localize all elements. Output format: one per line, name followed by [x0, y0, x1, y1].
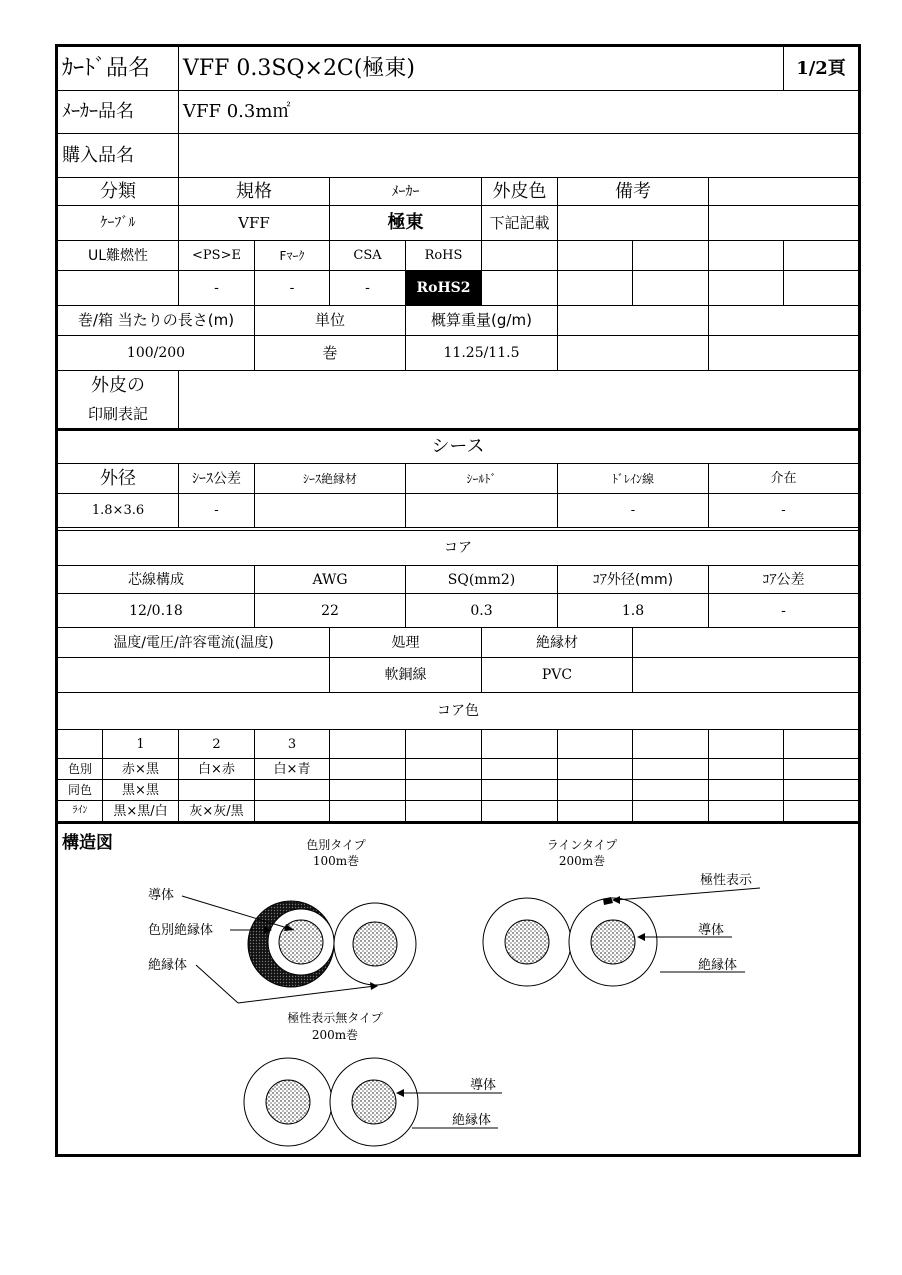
rule-h: [55, 527, 861, 528]
rohs-header: RoHS: [424, 248, 463, 263]
maker-name-value: VFF 0.3m㎡: [183, 101, 291, 122]
strand-value: 12/0.18: [129, 602, 183, 619]
purchase-name-label: 購入品名: [62, 144, 134, 166]
rule-v: [708, 729, 709, 821]
color-row-label: 色別: [67, 762, 92, 776]
pse-header: <PS>E: [192, 248, 241, 263]
ul-value: [58, 271, 178, 305]
rule-v: [481, 729, 482, 821]
core-number: 3: [287, 736, 297, 752]
remarks-value: [558, 206, 708, 240]
type3-name: 極性表示無タイプ: [287, 1011, 383, 1025]
shield-value: [406, 494, 557, 527]
label-conductor: 導体: [148, 888, 175, 903]
core-number: 1: [136, 736, 145, 752]
rule-v: [708, 305, 709, 370]
color-cell: 白×青: [273, 761, 311, 777]
f-mark-value: -: [289, 280, 295, 296]
rule-v: [557, 240, 558, 305]
rohs-badge: RoHS2: [406, 271, 481, 305]
rule-v: [708, 177, 709, 240]
no-polarity-type-cable: [244, 1058, 418, 1146]
sheath-tolerance-header: ｼｰｽ公差: [192, 470, 241, 487]
card-name-value: VFF 0.3SQ×2C(極東): [183, 55, 415, 81]
maker-name-label: ﾒｰｶｰ品名: [62, 101, 134, 122]
color-cell: 白×赤: [198, 761, 235, 777]
rule-v: [632, 627, 633, 692]
label-polarity: 極性表示: [700, 873, 753, 888]
sheath-color-value: 下記記載: [489, 213, 550, 232]
rule-v: [557, 305, 558, 370]
core-section-title: コア: [444, 540, 472, 556]
label-color-insulator: 色別絶縁体: [148, 923, 214, 938]
temp-voltage-header: 温度/電圧/許容電流(温度): [113, 634, 274, 651]
print-label-line1: 外皮の: [91, 375, 145, 396]
awg-value: 22: [321, 602, 339, 619]
color-cell: [255, 801, 329, 821]
outer-diameter-value: 1.8×3.6: [91, 503, 145, 518]
rule-v: [708, 240, 709, 305]
rule-v: [632, 240, 633, 305]
pse-value: -: [214, 280, 219, 296]
sheath-tolerance-value: -: [214, 503, 219, 518]
unit-header: 単位: [314, 311, 345, 329]
spec-header: 規格: [236, 180, 272, 202]
rule-bottom: [55, 1154, 861, 1157]
temp-voltage-value: [58, 658, 329, 692]
remarks-header: 備考: [615, 180, 651, 202]
label-insulator: 絶縁体: [452, 1113, 492, 1128]
type2-name: ラインタイプ: [546, 838, 618, 852]
type2-length: 200m巻: [558, 854, 606, 868]
class-header: 分類: [100, 180, 136, 202]
color-cell: 赤×黒: [122, 761, 159, 777]
color-row-label: 同色: [67, 783, 92, 797]
sq-header: SQ(mm2): [447, 571, 516, 588]
label-conductor: 導体: [470, 1078, 497, 1093]
maker-value: 極東: [387, 212, 424, 233]
class-value: ｹｰﾌﾞﾙ: [100, 215, 136, 231]
color-type-cable: [248, 901, 416, 987]
shield-header: ｼｰﾙﾄﾞ: [466, 471, 497, 486]
label-insulator: 絶縁体: [698, 958, 738, 973]
drain-wire-header: ﾄﾞﾚｲﾝ線: [611, 471, 654, 486]
strand-header: 芯線構成: [128, 571, 184, 588]
rule-v: [557, 729, 558, 821]
drain-wire-value: -: [630, 503, 636, 518]
weight-value: 11.25/11.5: [443, 345, 520, 361]
sheath-section-title: シース: [431, 436, 485, 457]
rule-v: [329, 729, 330, 821]
rule-v: [481, 240, 482, 305]
csa-value: -: [365, 280, 370, 296]
type3-length: 200m巻: [311, 1028, 359, 1042]
color-cell: 黒×黒/白: [113, 803, 168, 819]
rule-v: [405, 729, 406, 821]
core-color-section-title: コア色: [437, 703, 479, 719]
structure-diagram: [57, 824, 859, 1154]
color-cell: [179, 780, 254, 800]
core-diameter-value: 1.8: [621, 602, 645, 619]
structure-title: 構造図: [62, 833, 113, 853]
sheath-insulation-header: ｼｰｽ絶縁材: [302, 471, 357, 486]
purchase-name-value: [179, 134, 783, 177]
sheath-insulation-value: [255, 494, 405, 527]
csa-header: CSA: [353, 248, 382, 263]
insulation-value: PVC: [541, 667, 573, 683]
sheath-color-header: 外皮色: [492, 180, 547, 202]
core-diameter-header: ｺｱ外径(mm): [592, 571, 674, 588]
length-value: 100/200: [126, 345, 186, 361]
spec-value: VFF: [238, 213, 270, 232]
rule-v: [783, 729, 784, 821]
label-insulator: 絶縁体: [148, 958, 188, 973]
color-row-label: ﾗｲﾝ: [72, 805, 88, 816]
rule-v: [783, 240, 784, 305]
length-header: 巻/箱 当たりの長さ(m): [77, 311, 235, 329]
f-mark-header: Fﾏｰｸ: [279, 248, 305, 263]
type1-name: 色別タイプ: [306, 838, 366, 852]
awg-header: AWG: [312, 571, 348, 588]
insulation-header: 絶縁材: [536, 634, 578, 651]
filler-header: 介在: [770, 471, 797, 486]
core-tolerance-header: ｺｱ公差: [762, 571, 805, 588]
core-tolerance-value: -: [781, 602, 786, 619]
sq-value: 0.3: [470, 602, 493, 619]
maker-header: ﾒｰｶｰ: [391, 183, 420, 200]
color-cell: 黒×黒: [122, 782, 159, 798]
page-number: 1/2頁: [796, 57, 846, 79]
filler-value: -: [781, 503, 786, 518]
color-cell: 灰×灰/黒: [189, 803, 244, 819]
line-type-cable: [483, 897, 657, 986]
ul-header: UL難燃性: [87, 247, 149, 264]
outer-diameter-header: 外径: [100, 467, 136, 489]
weight-header: 概算重量(g/m): [431, 311, 532, 329]
color-cell: [255, 780, 329, 800]
treatment-header: 処理: [391, 634, 420, 651]
label-conductor: 導体: [698, 923, 725, 938]
treatment-value: 軟銅線: [384, 667, 427, 683]
unit-value: 巻: [322, 343, 338, 362]
rule-v: [632, 729, 633, 821]
print-label-line2: 印刷表記: [87, 404, 148, 423]
core-number: 2: [212, 736, 221, 752]
card-name-label: ｶｰﾄﾞ品名: [62, 55, 151, 81]
type1-length: 100m巻: [312, 854, 360, 868]
print-value: [179, 371, 783, 428]
